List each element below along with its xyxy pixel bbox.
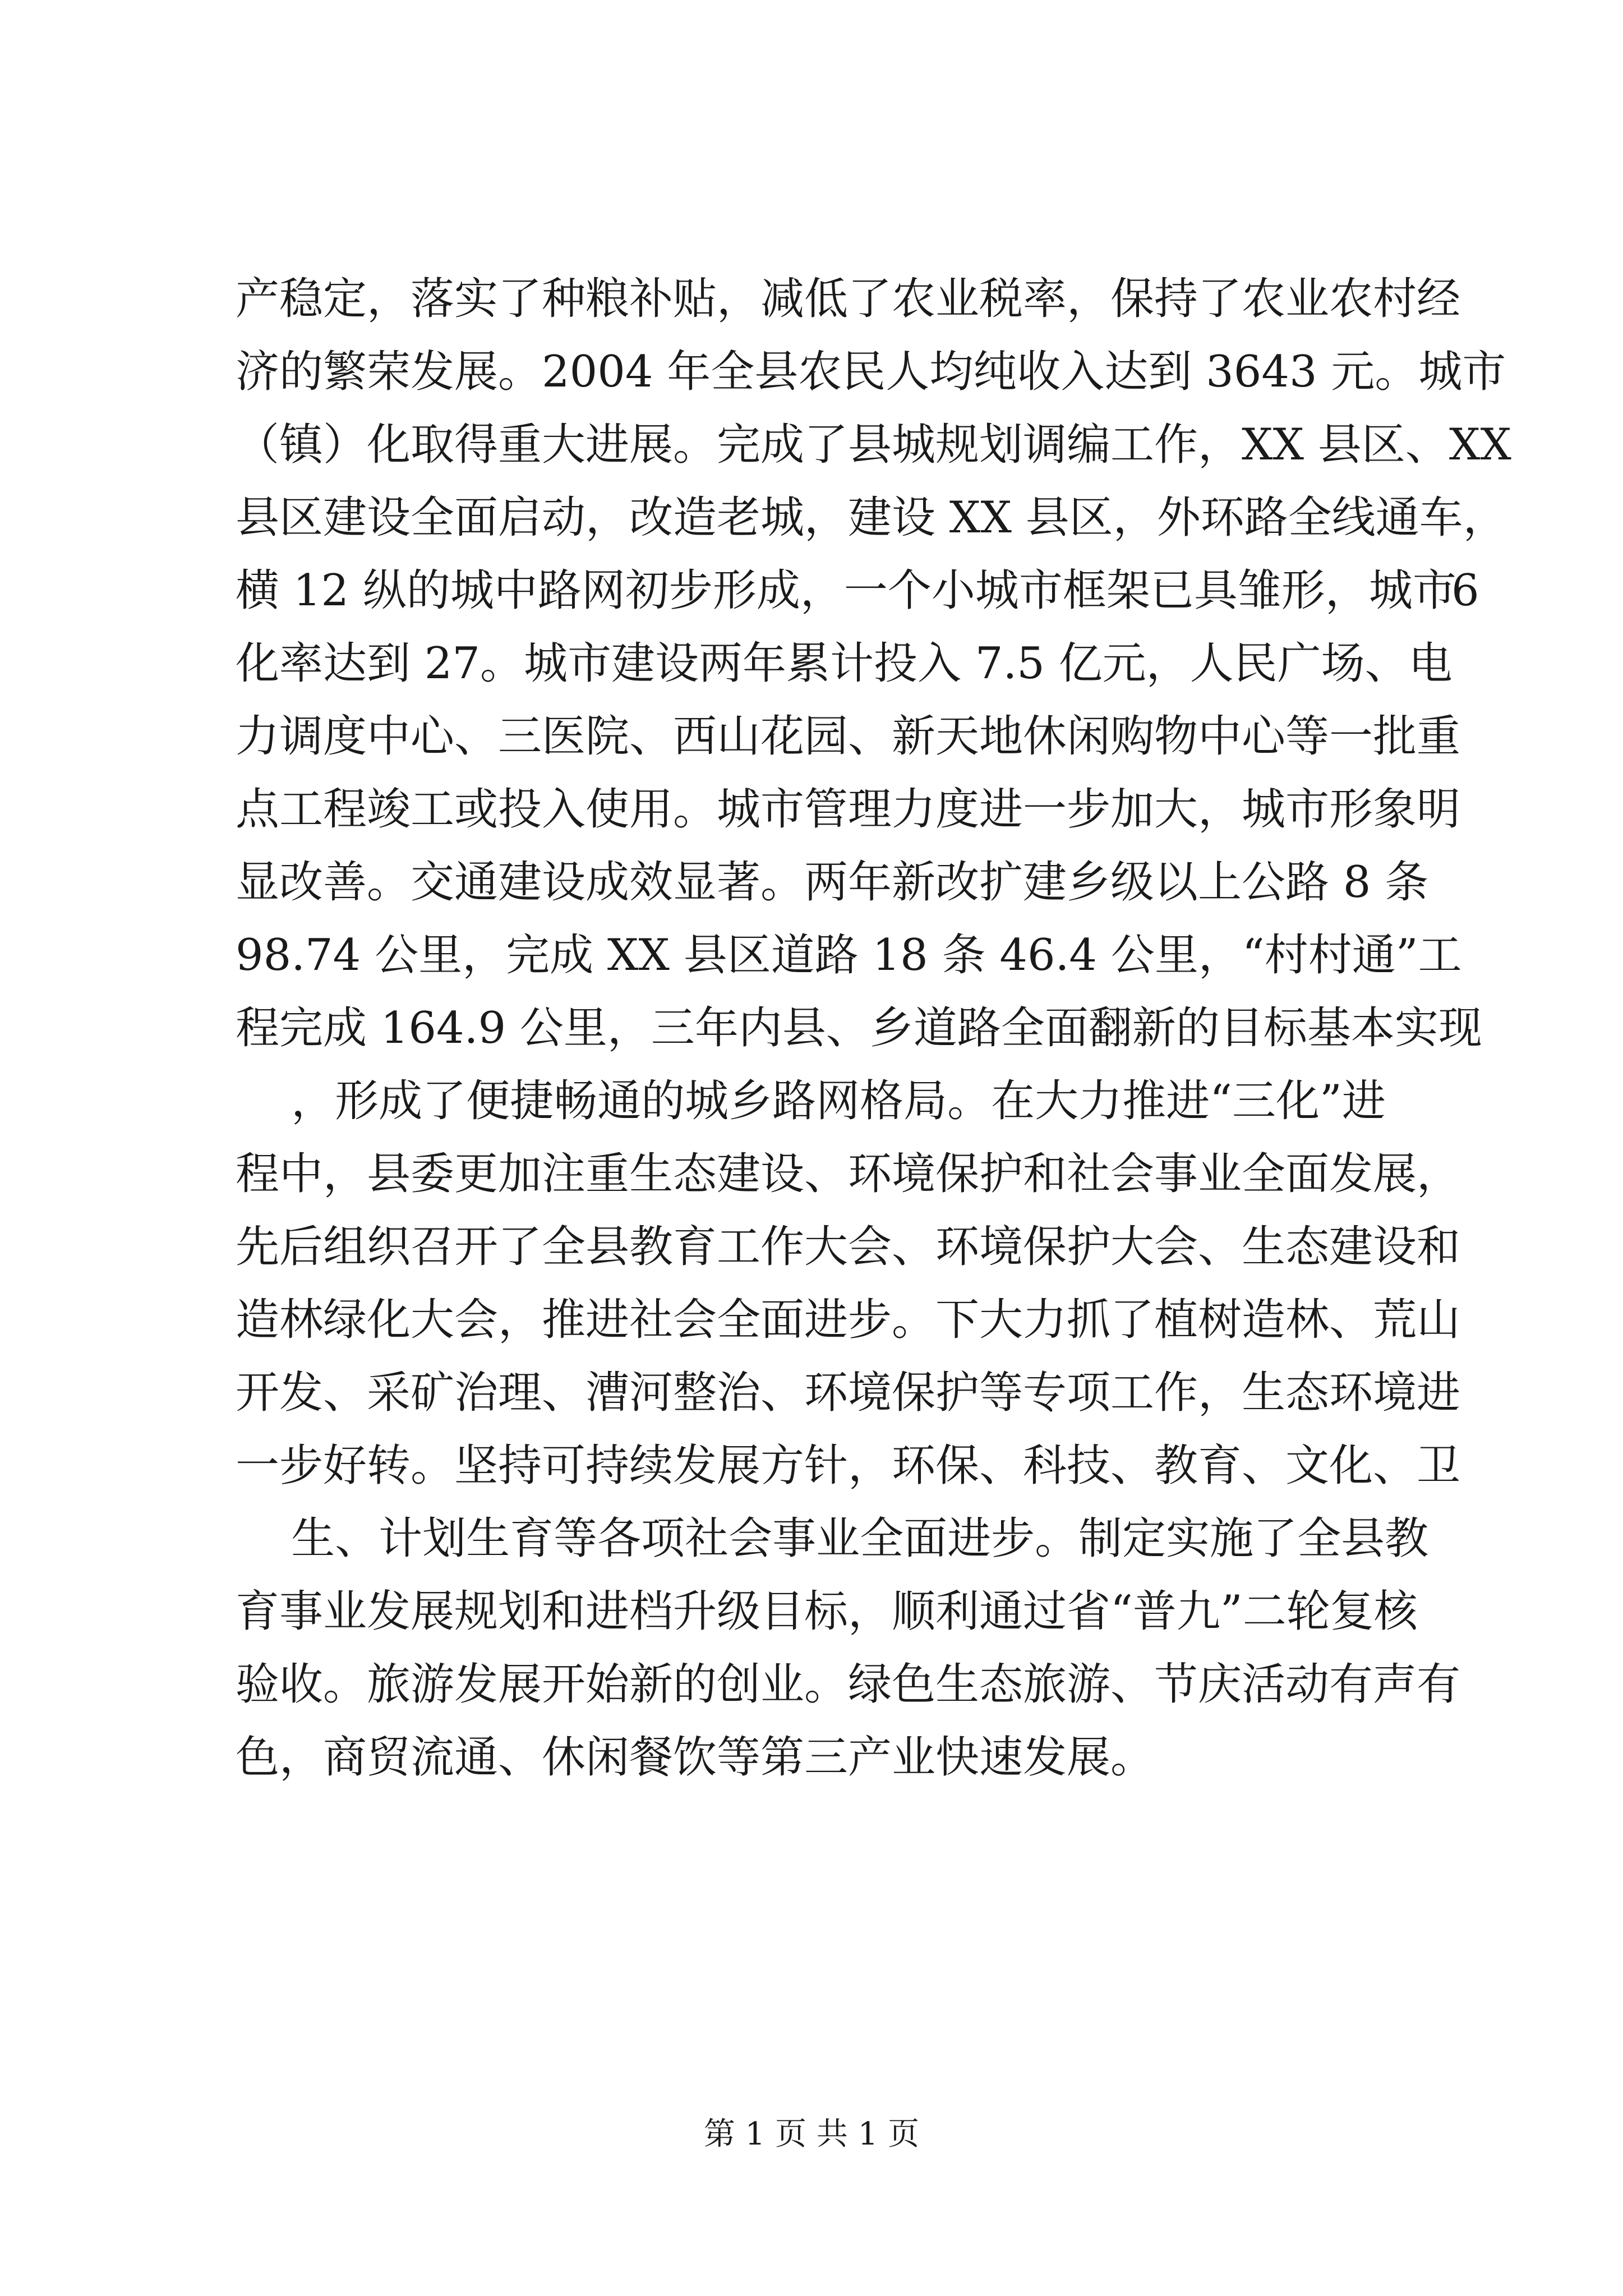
text-line: 显改善。交通建设成效显著。两年新改扩建乡级以上公路 8 条 [236,857,1429,908]
text-line: 力调度中心、三医院、西山花园、新天地休闲购物中心等一批重 [236,711,1461,762]
body-paragraph [236,263,1511,1794]
text-line: 开发、采矿治理、漕河整治、环境保护等专项工作，生态环境进 [236,1368,1461,1418]
text-line: 横 12 纵的城中路网初步形成，一个小城市框架已具雏形，城市 [236,565,1456,616]
text-line: 验收。旅游发展开始新的创业。绿色生态旅游、节庆活动有声有 [236,1659,1461,1710]
text-line: 生、计划生育等各项社会事业全面进步。制定实施了全县教 [236,1513,1429,1564]
text-line: 济的繁荣发展。2004 年全县农民人均纯收入达到 3643 元。城市 [236,347,1506,397]
text-line: 程中，县委更加注重生态建设、环境保护和社会事业全面发展， [236,1149,1461,1199]
text-line: 化率达到 27。城市建设两年累计投入 7.5 亿元，人民广场、电 [236,638,1453,689]
text-line: （镇）化取得重大进展。完成了县城规划调编工作，XX 县区、XX [236,420,1511,470]
text-line: 先后组织召开了全县教育工作大会、环境保护大会、生态建设和 [236,1222,1461,1272]
overflow-character: 6 [1451,565,1479,616]
text-line: 程完成 164.9 公里，三年内县、乡道路全面翻新的目标基本实现 [236,1003,1482,1053]
text-line: 色，商贸流通、休闲餐饮等第三产业快速发展。 [236,1732,1155,1783]
text-line: 一步好转。坚持可持续发展方针，环保、科技、教育、文化、卫 [236,1441,1461,1491]
text-line: 产稳定，落实了种粮补贴，减低了农业税率，保持了农业农村经 [236,274,1461,324]
text-line: 造林绿化大会，推进社会全面进步。下大力抓了植树造林、荒山 [236,1295,1461,1345]
text-line: 育事业发展规划和进档升级目标，顺利通过省“普九”二轮复核 [236,1586,1418,1637]
text-line: 点工程竣工或投入使用。城市管理力度进一步加大，城市形象明 [236,784,1461,835]
page-footer: 第 1 页 共 1 页 [703,2116,920,2152]
text-line: 县区建设全面启动，改造老城，建设 XX 县区，外环路全线通车， [236,493,1507,543]
text-line: 98.74 公里，完成 XX 县区道路 18 条 46.4 公里，“村村通”工 [236,930,1462,981]
text-line: ，形成了便捷畅通的城乡路网格局。在大力推进“三化”进 [236,1076,1386,1126]
